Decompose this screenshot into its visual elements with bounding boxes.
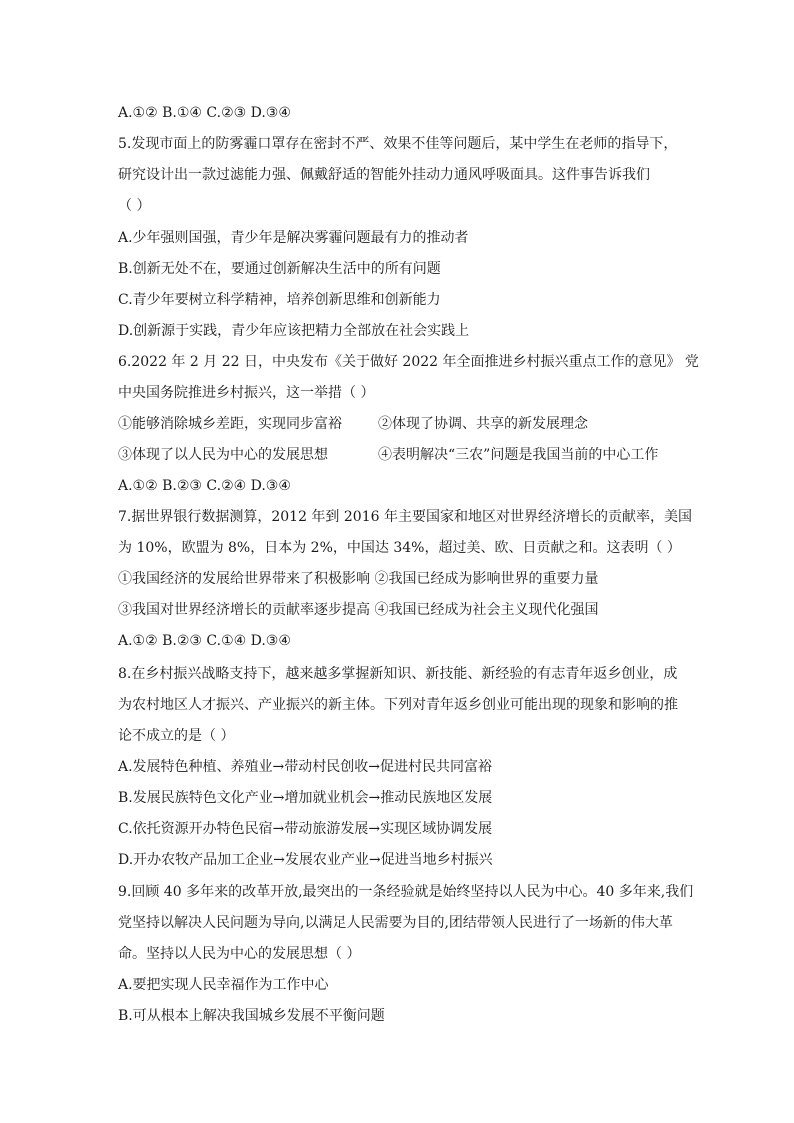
q7-answer-choices: A.①② B.②③ C.①④ D.③④ — [118, 633, 291, 649]
q9-option-b: B.可从根本上解决我国城乡发展不平衡问题 — [118, 1008, 385, 1024]
q8-stem-line-1: 8.在乡村振兴战略支持下，越来越多掌握新知识、新技能、新经验的有志青年返乡创业，成 — [118, 666, 678, 682]
q9-option-a: A.要把实现人民幸福作为工作中心 — [118, 977, 329, 993]
q9-stem-line-3: 命。坚持以人民为中心的发展思想（ ） — [118, 946, 361, 962]
q8-option-c: C.依托资源开办特色民宿→带动旅游发展→实现区域协调发展 — [118, 821, 493, 837]
q7-items-row-1: ①我国经济的发展给世界带来了积极影响 ②我国已经成为影响世界的重要力量 — [118, 571, 599, 587]
q6-item-4: ④表明解决“三农”问题是我国当前的中心工作 — [378, 447, 659, 463]
q6-item-3: ③体现了以人民为中心的发展思想 — [118, 447, 328, 463]
q5-stem-line-3: （ ） — [118, 198, 151, 214]
q6-item-2: ②体现了协调、共享的新发展理念 — [378, 416, 588, 432]
q5-option-b: B.创新无处不在，要通过创新解决生活中的所有问题 — [118, 261, 441, 277]
q7-stem-line-1: 7.据世界银行数据测算，2012 年到 2016 年主要国家和地区对世界经济增长的贡献率，美国 — [118, 509, 692, 525]
q7-stem-line-2: 为 10%，欧盟为 8%，日本为 2%，中国达 34%，超过美、欧、日贡献之和。这表明（ ） — [118, 540, 681, 556]
q5-option-c: C.青少年要树立科学精神，培养创新思维和创新能力 — [118, 292, 441, 308]
q6-stem-line-2: 中央国务院推进乡村振兴，这一举措（ ） — [118, 385, 375, 401]
q8-option-b: B.发展民族特色文化产业→增加就业机会→推动民族地区发展 — [118, 790, 493, 806]
q8-option-a: A.发展特色种植、养殖业→带动村民创收→促进村民共同富裕 — [118, 759, 493, 775]
q5-stem-line-1: 5.发现市面上的防雾霾口罩存在密封不严、效果不佳等问题后，某中学生在老师的指导下， — [118, 136, 678, 152]
q9-stem-line-1: 9.回顾 40 多年来的改革开放,最突出的一条经验就是始终坚持以人民为中心。40 多年来,我们 — [118, 884, 694, 900]
q8-stem-line-2: 为农村地区人才振兴、产业振兴的新主体。下列对青年返乡创业可能出现的现象和影响的推 — [118, 697, 678, 713]
q5-option-a: A.少年强则国强，青少年是解决雾霾问题最有力的推动者 — [118, 230, 469, 246]
q6-stem-line-1: 6.2022 年 2 月 22 日，中央发布《关于做好 2022 年全面推进乡村振兴重点工作的意见》 党 — [118, 354, 699, 370]
q7-items-row-2: ③我国对世界经济增长的贡献率逐步提高 ④我国已经成为社会主义现代化强国 — [118, 602, 599, 618]
q4-answer-choices: A.①② B.①④ C.②③ D.③④ — [118, 105, 291, 121]
q8-stem-line-3: 论不成立的是（ ） — [118, 728, 235, 744]
q8-option-d: D.开办农牧产品加工企业→发展农业产业→促进当地乡村振兴 — [118, 852, 493, 868]
q5-stem-line-2: 研究设计出一款过滤能力强、佩戴舒适的智能外挂动力通风呼吸面具。这件事告诉我们 — [118, 167, 650, 183]
q6-answer-choices: A.①② B.②③ C.②④ D.③④ — [118, 478, 291, 494]
q9-stem-line-2: 党坚持以解决人民问题为导向,以满足人民需要为目的,团结带领人民进行了一场新的伟大革 — [118, 915, 673, 931]
q6-item-1: ①能够消除城乡差距，实现同步富裕 — [118, 416, 342, 432]
q5-option-d: D.创新源于实践，青少年应该把精力全部放在社会实践上 — [118, 323, 470, 339]
